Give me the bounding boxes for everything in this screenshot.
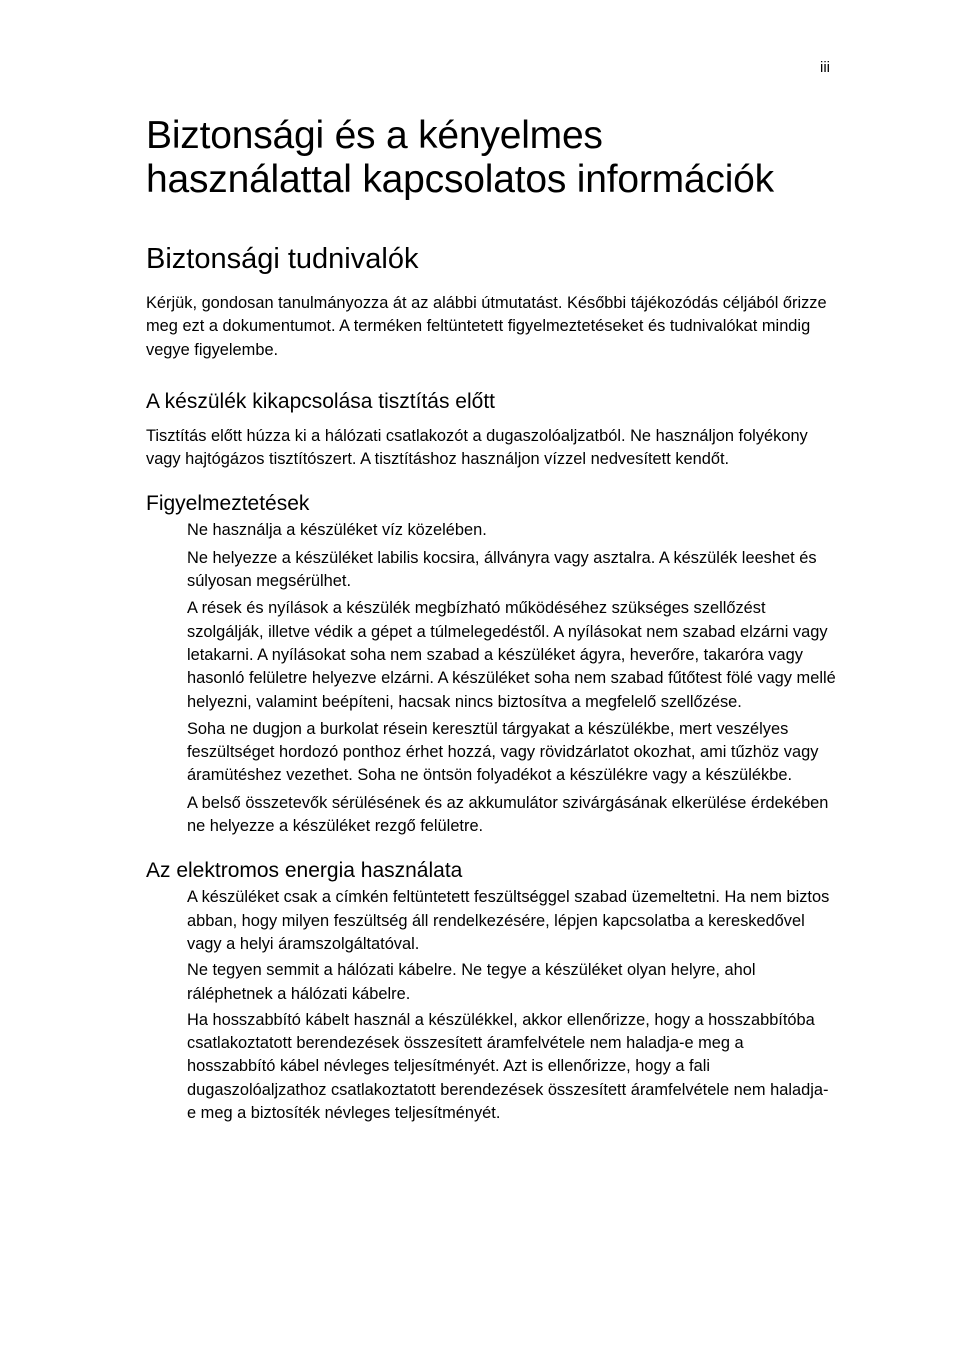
subsection-title-cleaning: A készülék kikapcsolása tisztítás előtt xyxy=(146,389,495,413)
subsection-title-power: Az elektromos energia használata xyxy=(146,859,463,883)
power-list-item: A készüléket csak a címkén feltüntetett feszültséggel szabad üzemeltetni. Ha nem biztos abban, hogy milyen feszültség áll rendelkezésére, lépjen kapcsolatba a kereskedővel vagy a helyi áramszolgáltatóval. xyxy=(187,888,830,953)
warnings-list-item: A rések és nyílások a készülék megbízható működéséhez szükséges szellőzést szolgálják, illetve védik a gépet a túlmelegedéstől. A nyílásokat nem szabad elzárni vagy letakarni. A nyílásokat soha nem szabad a készüléket ágyra, heverőre, takaróra vagy hasonló felületre helyezve elzárni. A készüléket soha nem szabad fűtőtest fölé vagy mellé helyezni, valamint beépíteni, hacsak nincs biztosítva a megfelelő szellőzése. xyxy=(187,599,836,711)
warnings-list-item: Soha ne dugjon a burkolat résein keresztül tárgyakat a készülékbe, mert veszélyes feszültséget hordozó ponthoz érhet hozzá, vagy rövidzárlatot okozhat, ami tűzhöz vagy áramütéshez vezethet. Soha ne öntsön folyadékot a készülékre vagy a készülékbe. xyxy=(187,719,819,785)
warnings-list-item: Ne használja a készüléket víz közelében. xyxy=(187,521,487,540)
document-title-line-1: Biztonsági és a kényelmes xyxy=(146,114,603,157)
subsection-title-warnings: Figyelmeztetések xyxy=(146,492,310,516)
warnings-list-item: Ne helyezze a készüléket labilis kocsira, állványra vagy asztalra. A készülék leeshet és súlyosan megsérülhet. xyxy=(187,548,817,591)
page-number: iii xyxy=(820,59,830,76)
warnings-list xyxy=(146,519,836,838)
document-title-line-2: használattal kapcsolatos információk xyxy=(146,158,774,201)
power-list-item: Ha hosszabbító kábelt használ a készülékkel, akkor ellenőrizze, hogy a hosszabbítóba csatlakoztatott berendezések összesített áramfelvétele nem haladja-e meg a hosszabbító kábel névleges teljesítményét. Azt is ellenőrizze, hogy a fali dugaszolóaljzathoz csatlakoztatott berendezések összesített áramfelvétele nem haladja-e meg a biztosíték névleges teljesítményét. xyxy=(187,1010,829,1123)
document-body xyxy=(146,114,836,1128)
power-list-item: Ne tegyen semmit a hálózati kábelre. Ne tegye a készüléket olyan helyre, ahol ráléphetnek a hálózati kábelre. xyxy=(187,961,756,1003)
cleaning-paragraph: Tisztítás előtt húzza ki a hálózati csatlakozót a dugaszolóaljzatból. Ne használjon folyékony vagy hajtógázos tisztítószert. A tisztításhoz használjon vízzel nedvesített kendőt. xyxy=(146,426,808,469)
power-list xyxy=(146,886,836,1125)
document-title xyxy=(146,114,836,202)
safety-intro-paragraph: Kérjük, gondosan tanulmányozza át az alábbi útmutatást. Későbbi tájékozódás céljából őrizze meg ezt a dokumentumot. A terméken feltüntetett figyelmeztetéseket és tudnivalókat mindig vegye figyelembe. xyxy=(146,294,827,359)
warnings-list-item: A belső összetevők sérülésének és az akkumulátor szivárgásának elkerülése érdekében ne helyezze a készüléket rezgő felületre. xyxy=(187,793,829,836)
section-title-safety: Biztonsági tudnivalók xyxy=(146,243,419,275)
